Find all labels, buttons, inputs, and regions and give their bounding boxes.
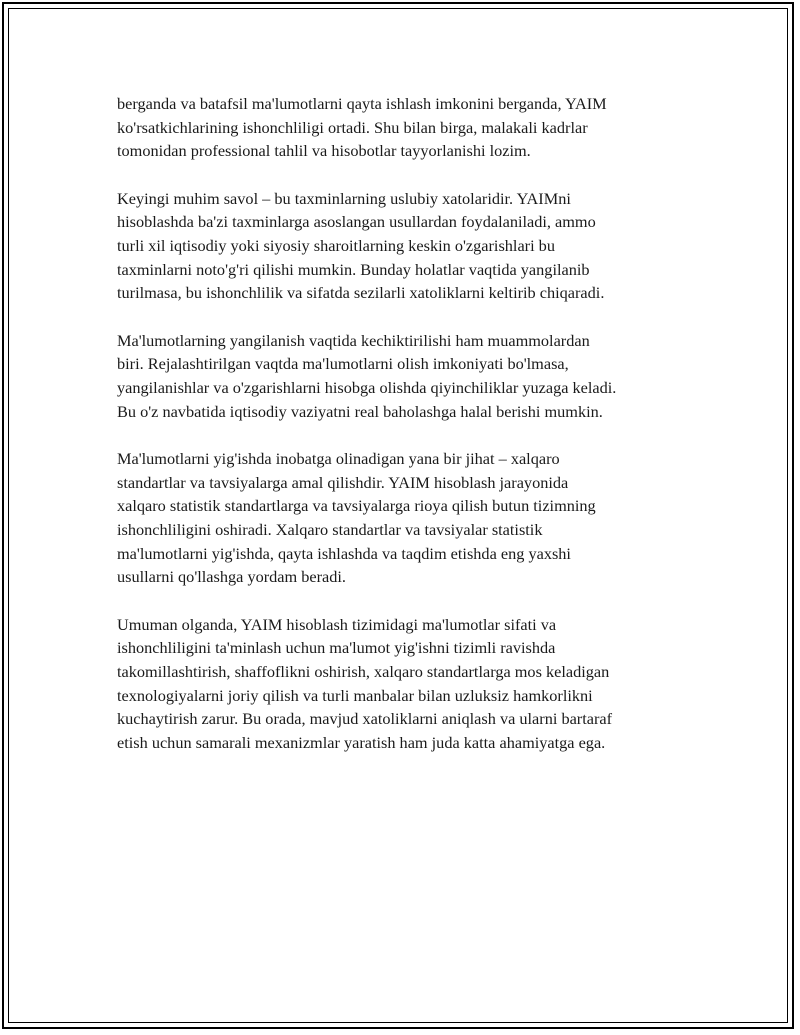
text-line: yangilanishlar va o'zgarishlarni hisobga olishda qiyinchiliklar yuzaga keladi. — [117, 378, 617, 398]
text-line: berganda va batafsil ma'lumotlarni qayta ishlash imkonini berganda, YAIM — [117, 94, 607, 113]
paragraph-3 — [117, 329, 697, 424]
text-line: ishonchliligini ta'minlash uchun ma'lumot yig'ishni tizimli ravishda — [117, 638, 556, 658]
document-body — [117, 92, 697, 778]
text-line: ko'rsatkichlarining ishonchliligi ortadi. Shu bilan birga, malakali kadrlar — [117, 117, 588, 137]
text-line: hisoblashda ba'zi taxminlarga asoslangan usullardan foydalaniladi, ammo — [117, 212, 596, 232]
text-line: ma'lumotlarni yig'ishda, qayta ishlashda va taqdim etishda eng yaxshi — [117, 543, 571, 563]
text-line: usullarni qo'llashga yordam beradi. — [117, 567, 347, 587]
text-line: taxminlarni noto'g'ri qilishi mumkin. Bunday holatlar vaqtida yangilanib — [117, 259, 590, 279]
text-line: takomillashtirish, shaffoflikni oshirish, xalqaro standartlarga mos keladigan — [117, 662, 610, 682]
text-line: texnologiyalarni joriy qilish va turli manbalar bilan uzluksiz hamkorlikni — [117, 685, 593, 705]
text-line: turli xil iqtisodiy yoki siyosiy sharoitlarning keskin o'zgarishlari bu — [117, 236, 555, 256]
text-line: biri. Rejalashtirilgan vaqtda ma'lumotlarni olish imkoniyati bo'lmasa, — [117, 354, 569, 374]
text-line: Bu o'z navbatida iqtisodiy vaziyatni real baholashga halal berishi mumkin. — [117, 401, 603, 421]
paragraph-2 — [117, 187, 697, 306]
text-line: xalqaro statistik standartlarga va tavsiyalarga rioya qilish butun tizimning — [117, 496, 596, 516]
paragraph-4 — [117, 447, 697, 589]
text-line: tomonidan professional tahlil va hisobotlar tayyorlanishi lozim. — [117, 141, 531, 161]
page-border — [2, 2, 794, 1029]
paragraph-5 — [117, 613, 697, 755]
text-line: turilmasa, bu ishonchlilik va sifatda sezilarli xatoliklarni keltirib chiqaradi. — [117, 283, 605, 303]
text-line: Ma'lumotlarni yig'ishda inobatga olinadigan yana bir jihat – xalqaro — [117, 448, 560, 468]
text-line: Ma'lumotlarning yangilanish vaqtida kechiktirilishi ham muammolardan — [117, 330, 590, 350]
text-line: standartlar va tavsiyalarga amal qilishdir. YAIM hisoblash jarayonida — [117, 472, 569, 492]
text-line: Umuman olganda, YAIM hisoblash tizimidagi ma'lumotlar sifati va — [117, 614, 557, 634]
text-line: kuchaytirish zarur. Bu orada, mavjud xatoliklarni aniqlash va ularni bartaraf — [117, 709, 613, 729]
text-line: etish uchun samarali mexanizmlar yaratish ham juda katta ahamiyatga ega. — [117, 733, 606, 753]
text-line: ishonchliligini oshiradi. Xalqaro standartlar va tavsiyalar statistik — [117, 520, 543, 540]
paragraph-1 — [117, 92, 697, 163]
text-line: Keyingi muhim savol – bu taxminlarning uslubiy xatolaridir. YAIMni — [117, 188, 571, 208]
